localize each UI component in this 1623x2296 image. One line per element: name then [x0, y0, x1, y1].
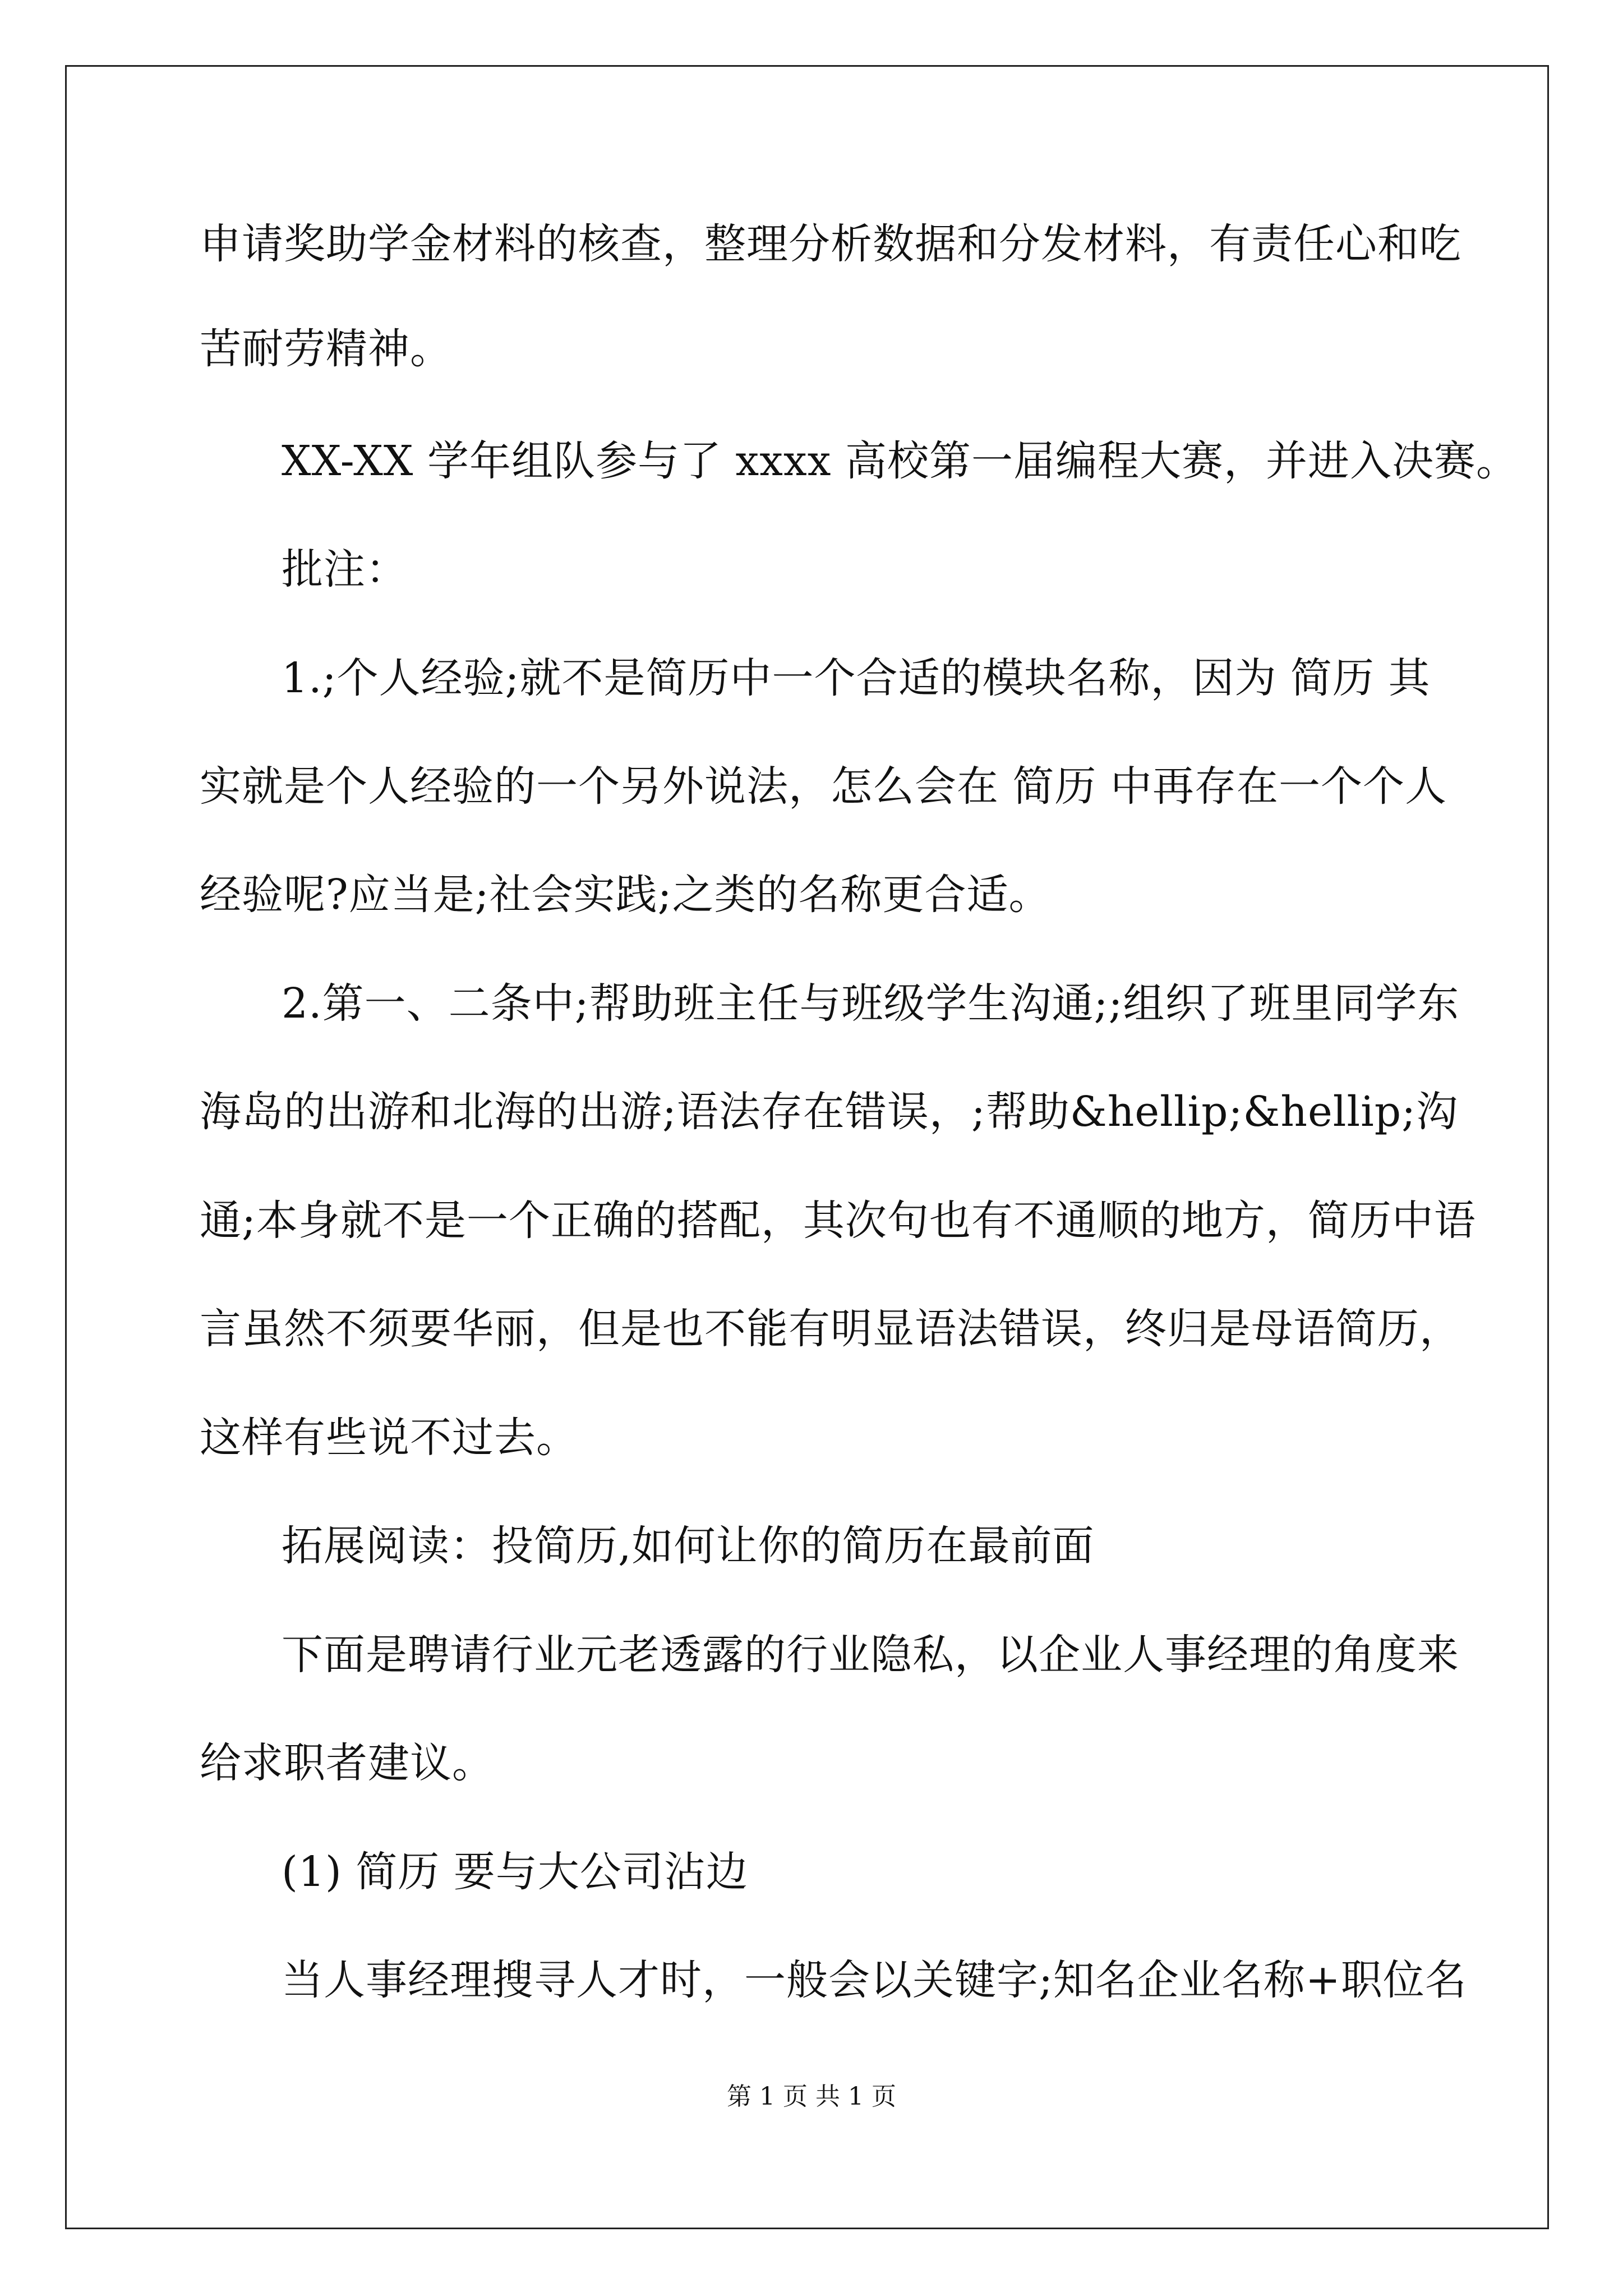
- text-line: 海岛的出游和北海的出游;语法存在错误，;帮助&hellip;&hellip;沟: [200, 1088, 1459, 1136]
- text-line: 拓展阅读：投简历,如何让你的简历在最前面: [282, 1522, 1095, 1570]
- text-line: 给求职者建议。: [200, 1739, 494, 1787]
- text-line: 1.;个人经验;就不是简历中一个合适的模块名称，因为 简历 其: [282, 654, 1431, 702]
- text-line: 言虽然不须要华丽，但是也不能有明显语法错误，终归是母语简历，: [200, 1305, 1461, 1353]
- page-border: [65, 65, 1549, 2229]
- text-line: 批注：: [282, 545, 408, 593]
- text-line: 下面是聘请行业元老透露的行业隐私，以企业人事经理的角度来: [282, 1631, 1459, 1679]
- text-line: 2.第一、二条中;帮助班主任与班级学生沟通;;组织了班里同学东: [282, 979, 1460, 1028]
- page-number-footer: 第 1 页 共 1 页: [727, 2082, 896, 2111]
- text-line: 通;本身就不是一个正确的搭配，其次句也有不通顺的地方，简历中语: [200, 1197, 1476, 1245]
- text-line: (1) 简历 要与大公司沾边: [282, 1848, 748, 1896]
- text-line: 实就是个人经验的一个另外说法，怎么会在 简历 中再存在一个个人: [200, 762, 1447, 811]
- text-line: 苦耐劳精神。: [200, 325, 452, 373]
- text-line: 申请奖助学金材料的核查，整理分析数据和分发材料，有责任心和吃: [200, 220, 1461, 268]
- text-line: 这样有些说不过去。: [200, 1414, 578, 1462]
- text-line: 当人事经理搜寻人才时，一般会以关键字;知名企业名称+职位名: [282, 1956, 1467, 2004]
- text-line: XX-XX 学年组队参与了 xxxx 高校第一届编程大赛，并进入决赛。: [282, 437, 1518, 485]
- text-line: 经验呢?应当是;社会实践;之类的名称更合适。: [200, 871, 1051, 919]
